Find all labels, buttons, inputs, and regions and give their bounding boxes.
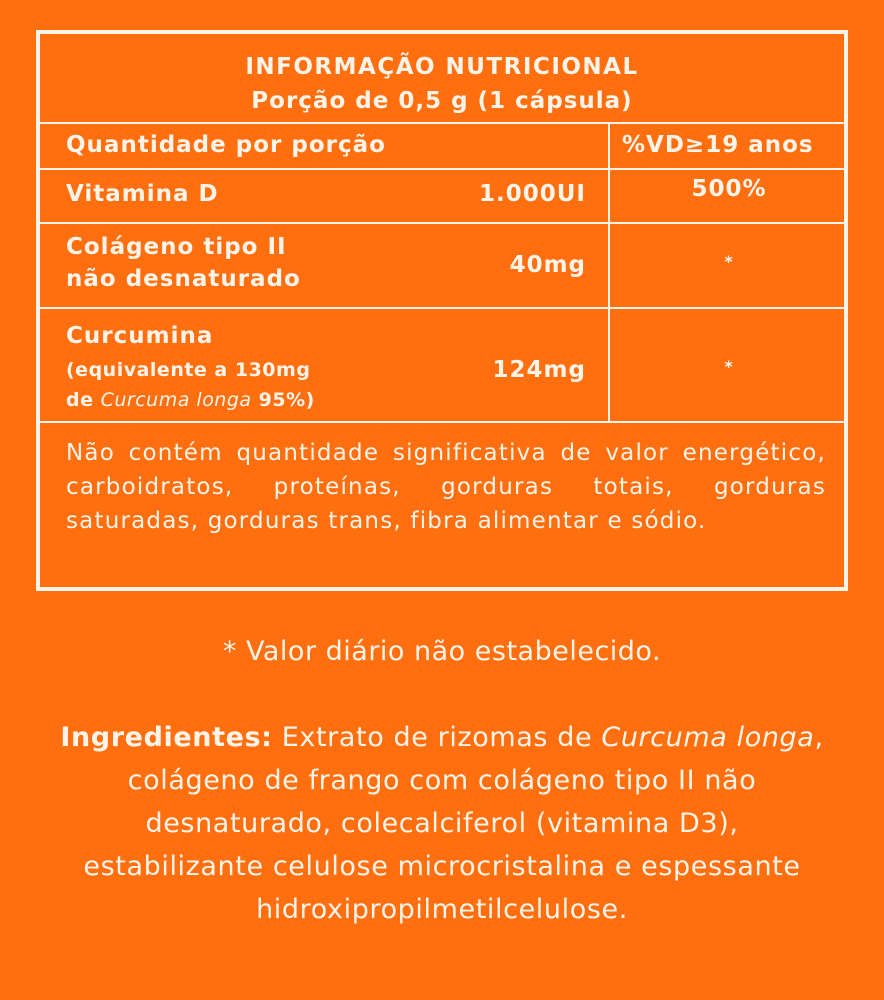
nutrient-detail-line1: (equivalente a 130mg: [66, 359, 311, 381]
nutrient-amount: 124mg: [492, 357, 586, 383]
ingredients-text-part2: , colágeno de frango com colágeno tipo II não desnaturado, colecalciferol (vitamina D3), estabilizante celulose microcristalina e espessante hidroxipropilmetilcelulose.: [83, 722, 824, 925]
table-header-row: [40, 124, 844, 170]
header-vd-label: %VD≥19 anos: [622, 132, 814, 158]
nutrient-name: Curcumina: [66, 323, 214, 349]
table-title: INFORMAÇÃO NUTRICIONAL: [245, 54, 639, 80]
table-row: [40, 309, 844, 423]
nutrient-vd: *: [724, 357, 734, 376]
nutrient-vd: *: [724, 252, 734, 271]
nutrient-amount: 1.000UI: [479, 181, 586, 207]
table-title-block: [40, 34, 844, 124]
nutrient-amount: 40mg: [509, 252, 586, 278]
nutrient-detail-line2: [66, 389, 315, 411]
nutrient-name-line2: não desnaturado: [66, 266, 301, 292]
header-quantity-label: Quantidade por porção: [66, 132, 386, 158]
ingredients-paragraph: [60, 716, 824, 931]
nutrient-name: Vitamina D: [66, 181, 219, 207]
detail-species: Curcuma longa: [100, 389, 252, 411]
table-note: Não contém quantidade significativa de valor energético, carboidratos, proteínas, gorduras totais, gorduras saturadas, gorduras trans, fibra alimentar e sódio.: [66, 440, 826, 534]
table-portion: Porção de 0,5 g (1 cápsula): [251, 88, 633, 114]
ingredients-label: Ingredientes:: [60, 722, 273, 753]
ingredients-text-part1: Extrato de rizomas de: [272, 722, 602, 753]
detail-suffix: 95%): [251, 389, 315, 411]
table-row: [40, 170, 844, 224]
column-divider: [608, 124, 610, 423]
table-row: [40, 224, 844, 309]
nutrition-table: [36, 30, 848, 591]
nutrient-vd: 500%: [691, 176, 767, 202]
footnote: * Valor diário não estabelecido.: [222, 636, 662, 667]
detail-prefix: de: [66, 389, 101, 411]
nutrient-name-line1: Colágeno tipo II: [66, 234, 287, 260]
ingredients-species: Curcuma longa: [601, 722, 815, 753]
